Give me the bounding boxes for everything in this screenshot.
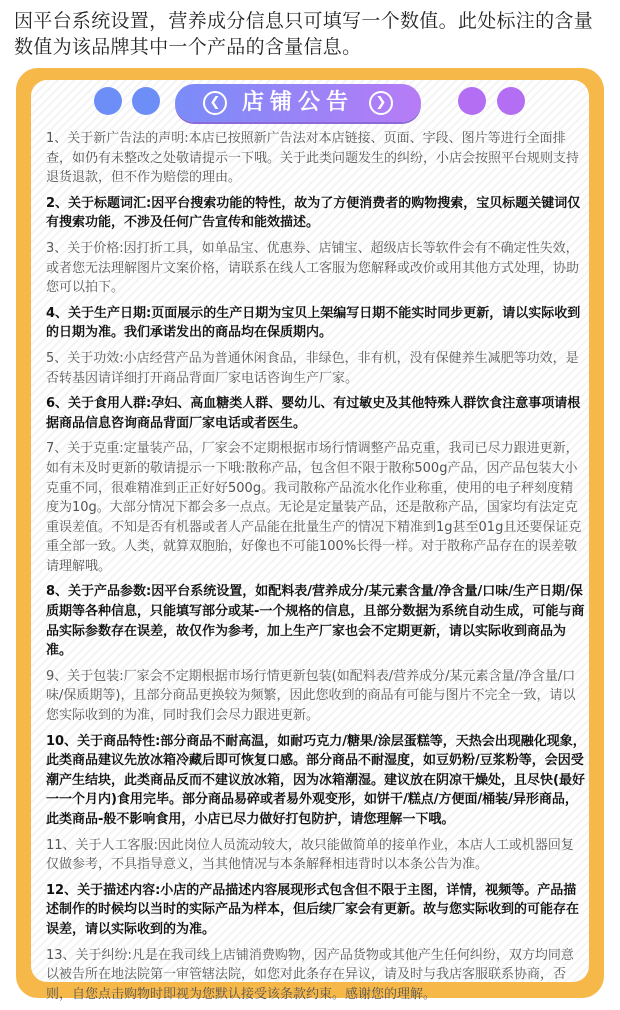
notice-item: 11、关于人工客服:因此岗位人员流动较大，故只能做简单的接单作业，本店人工或机器回复仅做参考，不具指导意义，当其他情况与本条解释相违背时以本条公告为准。 [46, 837, 574, 873]
decor-dot-purple-2 [497, 87, 525, 115]
decor-dot-blue-1 [94, 87, 122, 115]
chevron-left-circle-icon: ❮ [203, 91, 227, 115]
notice-item: 6、关于食用人群:孕妇、高血糖类人群、婴幼儿、有过敏史及其他特殊人群饮食注意事项请根据商品信息咨询商品背面厂家电话或者医生。 [46, 396, 581, 431]
notice-item: 1、关于新广告法的声明:本店已按照新广告法对本店链接、页面、字段、图片等进行全面排查，如仍有未整改之处敬请提示一下哦。关于此类问题发生的纠纷，小店会按照平台规则支持退货退款，但不作为赔偿的理由。 [46, 131, 580, 186]
notice-banner [175, 84, 421, 122]
notice-item: 3、关于价格:因打折工具，如单品宝、优惠券、店铺宝、超级店长等软件会有不确定性失效，或者您无法理解图片文案价格，请联系在线人工客服为您解释或改价或用其他方式处理，协助您可以拍下。 [46, 240, 580, 296]
banner-title: 店铺公告 [241, 90, 354, 115]
top-note: 因平台系统设置，营养成分信息只可填写一个数值。此处标注的含量数值为该品牌其中一个产品的含量信息。 [14, 10, 594, 58]
notice-item: 5、关于功效:小店经营产品为普通休闲食品，非绿色，非有机，没有保健养生减肥等功效，是否转基因请详细打开商品背面厂家电话咨询生产厂家。 [46, 350, 579, 386]
notice-item: 8、关于产品参数:因平台系统设置，如配料表/营养成分/某元素含量/净含量/口味/生产日期/保质期等各种信息，只能填写部分或某-一个规格的信息，且部分数据为系统自动生成，可能与商品实际参数存在误差，故仅作为参考，加上生产厂家也会不定期更新，请以实际收到商品为准。 [46, 584, 585, 659]
decor-dot-blue-2 [132, 87, 160, 115]
decor-dot-purple-1 [458, 87, 486, 115]
chevron-right-circle-icon: ❯ [369, 91, 393, 115]
notice-item: 12、关于描述内容:小店的产品描述内容展现形式包含但不限于主图，详情，视频等。产品描述制作的时候均以当时的实际产品为样本，但后续厂家会有更新。故与您实际收到的可能存在误差，请以实际收到的为准。 [46, 882, 580, 937]
notice-item: 2、关于标题词汇:因平台搜索功能的特性，故为了方便消费者的购物搜索，宝贝标题关键词仅有搜索功能，不涉及任何广告宣传和能效描述。 [46, 195, 581, 231]
notice-item: 13、关于纠纷:凡是在我司线上店铺消费购物，因产品货物或其他产生任何纠纷，双方均同意以被告所在地法院第一审管辖法院，如您对此条存在异议，请及时与我店客服联系协商，否则，自您点击购物时即视为您默认接受该条款约束。感谢您的理解。 [46, 947, 574, 1002]
notice-list [46, 129, 586, 1010]
notice-item: 10、关于商品特性:部分商品不耐高温，如耐巧克力/糖果/涂层蛋糕等，天热会出现融化现象，此类商品建议先放冰箱冷藏后即可恢复口感。部分商品不耐湿度，如豆奶粉/豆浆粉等，会因受潮产生结块，此类商品反而不建议放冰箱，因为冰箱潮湿。建议放在阴凉干燥处，且尽快(最好一一个月内)食用完毕。部分商品易碎或者易外观变形，如饼干/糕点/方便面/桶装/异形商品，此类商品-般不影响食用，小店已尽力做好打包防护，请您理解一下哦。 [46, 733, 586, 827]
notice-item: 7、关于克重:定量装产品，厂家会不定期根据市场行情调整产品克重，我司已尽力跟进更新，如有未及时更新的敬请提示一下哦:散称产品，包含但不限于散称500g产品，因产品包装大小克重不同，很难精准到正正好好500g。我司散称产品流水化作业称重，使用的电子秤刻度精度为10g。大部分情况下都会多一点点。无论是定量装产品，还是散称产品，国家均有法定克重误差值。不知是否有机器或者人产品能在批量生产的情况下精准到1g甚至01g且还要保证克重全部一致。人类，就算双胞胎，好像也不可能100%长得一样。对于散称产品存在的误差敬请理解哦。 [46, 441, 582, 574]
notice-item: 9、关于包装:厂家会不定期根据市场行情更新包装(如配料表/营养成分/某元素含量/净含量/口味/保质期等)，且部分商品更换较为频繁，因此您收到的商品有可能与图片不完全一致，请以您实际收到的为准，同时我们会尽力跟进更新。 [46, 668, 576, 724]
notice-item: 4、关于生产日期:页面展示的生产日期为宝贝上架编写日期不能实时同步更新，请以实际收到的日期为准。我们承诺发出的商品均在保质期内。 [46, 305, 581, 341]
